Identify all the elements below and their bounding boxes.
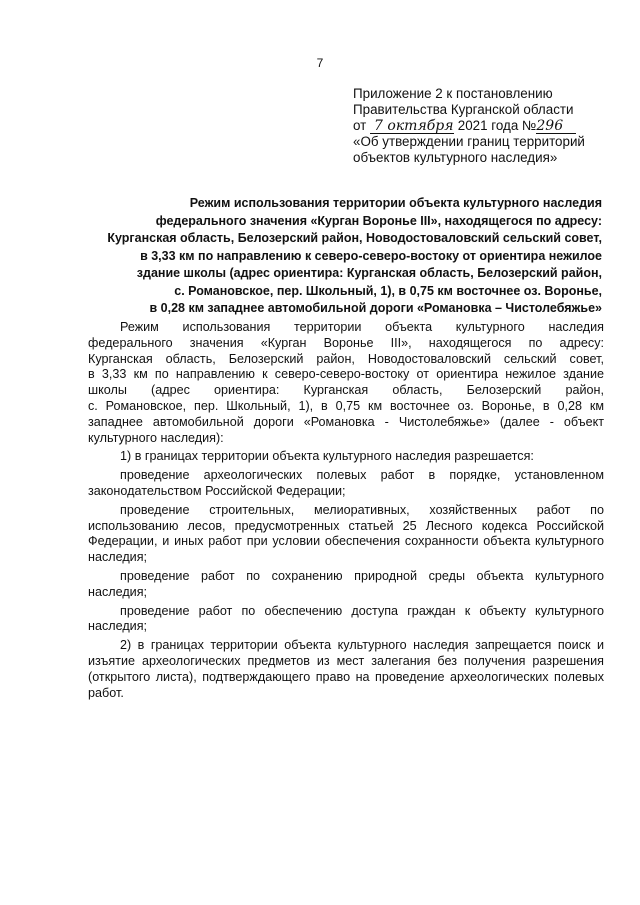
prohibited-paragraph: 2) в границах территории объекта культурного наследия запрещается поиск и изъятие археологических предметов из мест залегания без получения разрешения (открытого листа), подтверждающего право на проведение археологических полевых работ. <box>88 638 604 700</box>
intro-line: с. Романовское, пер. Школьный, 1), в 0,75 км восточнее оз. Воронье, в 0,28 км <box>88 398 604 413</box>
intro-paragraph <box>88 320 604 446</box>
intro-line: школы (адрес ориентира: Курганская область, Белозерский район, <box>88 383 604 398</box>
appendix-date-line <box>353 118 623 134</box>
intro-line: в 3,33 км по направлению к северо-северо-востоку от ориентира нежилое здание <box>88 367 604 382</box>
allowed-heading: 1) в границах территории объекта культурного наследия разрешается: <box>120 449 534 464</box>
title-line: Курганская область, Белозерский район, Новодостоваловский сельский совет, <box>107 231 602 245</box>
title-line: Режим использования территории объекта культурного наследия <box>189 196 602 210</box>
intro-line: федерального значения «Курган Воронье III», находящегося по адресу: <box>88 335 604 350</box>
intro-line: Курганская область, Белозерский район, Новодостоваловский сельский совет, <box>88 351 604 366</box>
title-line: в 3,33 км по направлению к северо-северо-востоку от ориентира нежилое <box>140 248 602 263</box>
title-line: с. Романовское, пер. Школьный, 1), в 0,75 км восточнее оз. Воронье, <box>174 283 602 298</box>
document-title <box>80 195 602 318</box>
title-line: здание школы (адрес ориентира: Курганская область, Белозерский район, <box>136 266 602 280</box>
intro-line: Режим использования территории объекта культурного наследия <box>120 320 604 334</box>
allowed-item: проведение строительных, мелиоративных, хозяйственных работ по использованию лесов, предусмотренных статьей 25 Лесного кодекса Российской Федерации, и иных работ при условии обеспечения сохранности объекта культурного наследия; <box>88 502 604 565</box>
page-number: 7 <box>316 56 324 70</box>
intro-line: западнее автомобильной дороги «Романовка - Чистолебяжье» (далее - объект <box>88 414 604 429</box>
handwritten-date: 7 октября <box>370 120 454 134</box>
allowed-item: проведение археологических полевых работ в порядке, установленном законодательством Российской Федерации; <box>88 468 604 498</box>
allowed-item: проведение работ по обеспечению доступа граждан к объекту культурного наследия; <box>88 603 604 634</box>
title-line: федерального значения «Курган Воронье III», находящегося по адресу: <box>155 213 602 228</box>
appendix-line: объектов культурного наследия» <box>353 150 558 165</box>
date-prefix: от <box>353 118 367 133</box>
handwritten-doc-number: 296 <box>536 120 576 134</box>
appendix-header <box>353 86 623 166</box>
appendix-line: «Об утверждении границ территорий <box>353 134 585 149</box>
allowed-item: проведение работ по сохранению природной среды объекта культурного наследия; <box>88 568 604 599</box>
date-year: 2021 года № <box>457 118 537 133</box>
title-line: в 0,28 км западнее автомобильной дороги «Романовка – Чистолебяжье» <box>149 301 602 315</box>
document-body <box>88 320 604 701</box>
appendix-line: Приложение 2 к постановлению <box>353 86 553 101</box>
appendix-line: Правительства Курганской области <box>353 102 574 117</box>
intro-line: культурного наследия): <box>88 430 224 445</box>
